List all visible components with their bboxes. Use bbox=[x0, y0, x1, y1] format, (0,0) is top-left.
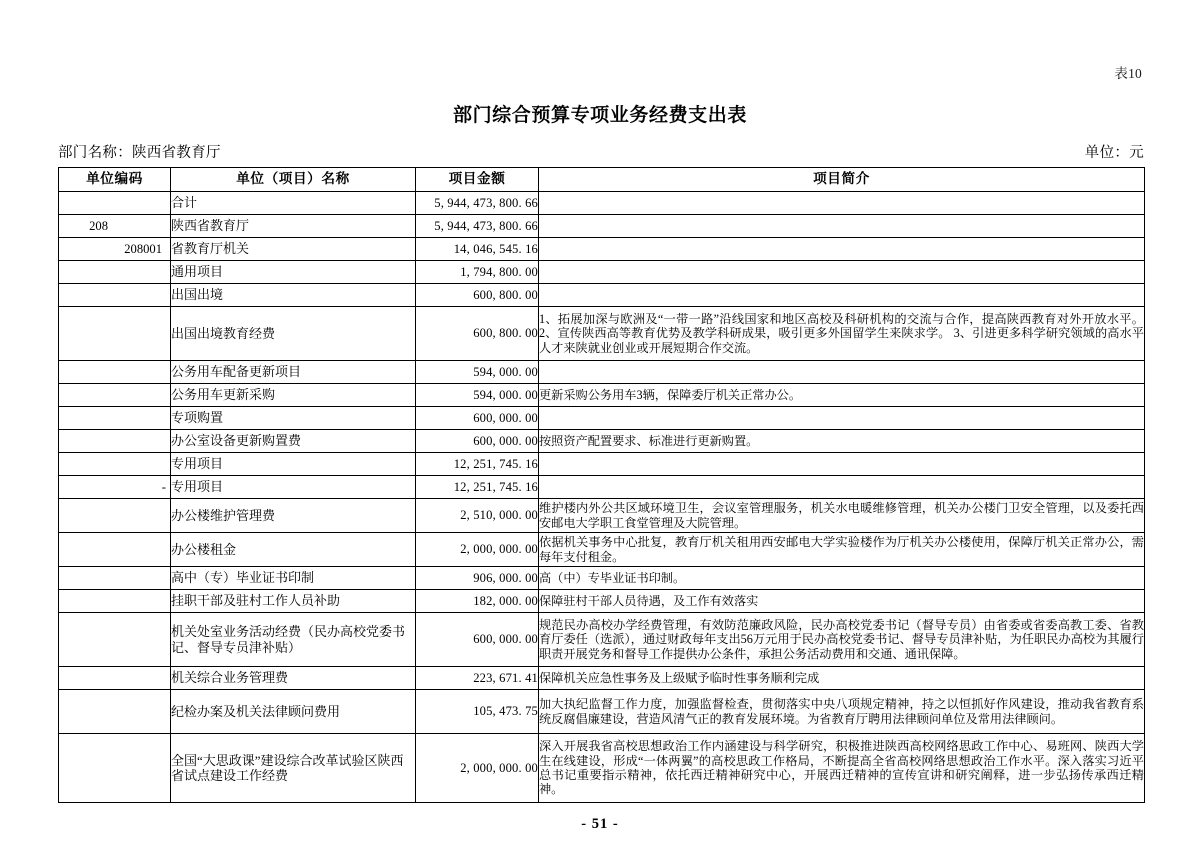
table-row bbox=[59, 453, 1145, 476]
cell-unit-project-name: 陕西省教育厅 bbox=[171, 215, 416, 238]
table-row bbox=[59, 567, 1145, 590]
table-row bbox=[59, 384, 1145, 407]
cell-unit-project-name: 公务用车更新采购 bbox=[171, 384, 416, 407]
table-row bbox=[59, 533, 1145, 567]
cell-project-description: 保障驻村干部人员待遇，及工作有效落实 bbox=[539, 590, 1145, 613]
table-row bbox=[59, 499, 1145, 533]
cell-project-amount: 906, 000. 00 bbox=[416, 567, 539, 590]
column-header-project-amount: 项目金额 bbox=[416, 168, 539, 192]
cell-unit-code: 208 bbox=[59, 215, 171, 238]
cell-unit-project-name: 高中（专）毕业证书印制 bbox=[171, 567, 416, 590]
cell-unit-code bbox=[59, 734, 171, 803]
cell-project-description bbox=[539, 453, 1145, 476]
cell-unit-code bbox=[59, 453, 171, 476]
cell-project-amount: 182, 000. 00 bbox=[416, 590, 539, 613]
cell-project-description: 规范民办高校办学经费管理，有效防范廉政风险，民办高校党委书记（督导专员）由省委或省委高教工委、省教育厅委任（选派），通过财政每年支出56万元用于民办高校党委书记、督导专员津补贴，为任职民办高校为其履行职责开展党务和督导工作提供办公条件，承担公务活动费用和交通、通讯保障。 bbox=[539, 613, 1145, 667]
cell-unit-code bbox=[59, 690, 171, 734]
cell-project-amount: 600, 000. 00 bbox=[416, 407, 539, 430]
cell-unit-code: - bbox=[59, 476, 171, 499]
cell-unit-project-name: 出国出境 bbox=[171, 284, 416, 307]
cell-project-description: 依据机关事务中心批复，教育厅机关租用西安邮电大学实验楼作为厅机关办公楼使用，保障厅机关正常办公，需每年支付租金。 bbox=[539, 533, 1145, 567]
table-row bbox=[59, 430, 1145, 453]
column-header-unit-project-name: 单位（项目）名称 bbox=[171, 168, 416, 192]
cell-project-description: 1、拓展加深与欧洲及“一带一路”沿线国家和地区高校及科研机构的交流与合作，提高陕西教育对外开放水平。 2、宣传陕西高等教育优势及教学科研成果，吸引更多外国留学生来陕求学。 3、引进更多科学研究领域的高水平人才来陕就业创业或开展短期合作交流。 bbox=[539, 307, 1145, 361]
table-row bbox=[59, 476, 1145, 499]
column-header-unit-code: 单位编码 bbox=[59, 168, 171, 192]
cell-project-description bbox=[539, 476, 1145, 499]
currency-unit-label: 单位：元 bbox=[1084, 145, 1144, 161]
table-row bbox=[59, 667, 1145, 690]
table-row bbox=[59, 238, 1145, 261]
cell-unit-project-name: 合计 bbox=[171, 192, 416, 215]
cell-project-description: 维护楼内外公共区域环境卫生，会议室管理服务，机关水电暖维修管理，机关办公楼门卫安全管理，以及委托西安邮电大学职工食堂管理及大院管理。 bbox=[539, 499, 1145, 533]
cell-unit-code bbox=[59, 613, 171, 667]
table-body bbox=[59, 192, 1145, 803]
cell-unit-code bbox=[59, 567, 171, 590]
cell-unit-project-name: 专用项目 bbox=[171, 476, 416, 499]
table-row bbox=[59, 284, 1145, 307]
cell-unit-code bbox=[59, 284, 171, 307]
table-row bbox=[59, 192, 1145, 215]
cell-unit-code bbox=[59, 384, 171, 407]
cell-project-amount: 223, 671. 41 bbox=[416, 667, 539, 690]
cell-unit-code bbox=[59, 192, 171, 215]
cell-unit-code bbox=[59, 430, 171, 453]
cell-unit-project-name: 专用项目 bbox=[171, 453, 416, 476]
cell-project-description: 深入开展我省高校思想政治工作内涵建设与科学研究，积极推进陕西高校网络思政工作中心、易班网、陕西大学生在线建设，形成“一体两翼”的高校思政工作格局，不断提高全省高校网络思想政治工作水平。深入落实习近平总书记重要指示精神，依托西迁精神研究中心，开展西迁精神的宣传宣讲和研究阐释，进一步弘扬传承西迁精神。 bbox=[539, 734, 1145, 803]
department-name-label: 部门名称：陕西省教育厅 bbox=[58, 145, 221, 161]
cell-unit-code bbox=[59, 407, 171, 430]
column-header-project-description: 项目简介 bbox=[539, 168, 1145, 192]
cell-unit-code: 208001 bbox=[59, 238, 171, 261]
cell-project-description: 按照资产配置要求、标准进行更新购置。 bbox=[539, 430, 1145, 453]
cell-unit-project-name: 通用项目 bbox=[171, 261, 416, 284]
page-title: 部门综合预算专项业务经费支出表 bbox=[452, 105, 747, 126]
cell-project-description bbox=[539, 192, 1145, 215]
cell-unit-project-name: 机关综合业务管理费 bbox=[171, 667, 416, 690]
cell-project-amount: 2, 510, 000. 00 bbox=[416, 499, 539, 533]
cell-project-description bbox=[539, 284, 1145, 307]
budget-expenditure-table bbox=[58, 167, 1145, 803]
cell-project-amount: 2, 000, 000. 00 bbox=[416, 533, 539, 567]
cell-project-amount: 5, 944, 473, 800. 66 bbox=[416, 215, 539, 238]
table-row bbox=[59, 690, 1145, 734]
cell-unit-code bbox=[59, 307, 171, 361]
cell-project-amount: 12, 251, 745. 16 bbox=[416, 476, 539, 499]
cell-project-description bbox=[539, 261, 1145, 284]
cell-project-amount: 105, 473. 75 bbox=[416, 690, 539, 734]
cell-project-amount: 14, 046, 545. 16 bbox=[416, 238, 539, 261]
cell-project-description bbox=[539, 407, 1145, 430]
table-row bbox=[59, 590, 1145, 613]
cell-unit-code bbox=[59, 667, 171, 690]
cell-unit-project-name: 办公楼租金 bbox=[171, 533, 416, 567]
cell-unit-code bbox=[59, 361, 171, 384]
cell-unit-project-name: 纪检办案及机关法律顾问费用 bbox=[171, 690, 416, 734]
cell-unit-project-name: 公务用车配备更新项目 bbox=[171, 361, 416, 384]
table-row bbox=[59, 261, 1145, 284]
table-row bbox=[59, 734, 1145, 803]
cell-unit-project-name: 出国出境教育经费 bbox=[171, 307, 416, 361]
table-row bbox=[59, 307, 1145, 361]
table-meta-row bbox=[58, 141, 1144, 162]
cell-unit-project-name: 省教育厅机关 bbox=[171, 238, 416, 261]
cell-unit-project-name: 挂职干部及驻村工作人员补助 bbox=[171, 590, 416, 613]
cell-unit-project-name: 机关处室业务活动经费（民办高校党委书记、督导专员津补贴） bbox=[171, 613, 416, 667]
cell-project-amount: 594, 000. 00 bbox=[416, 361, 539, 384]
cell-project-description: 保障机关应急性事务及上级赋予临时性事务顺利完成 bbox=[539, 667, 1145, 690]
cell-project-description: 高（中）专毕业证书印制。 bbox=[539, 567, 1145, 590]
table-header-row bbox=[59, 168, 1145, 192]
cell-unit-code bbox=[59, 261, 171, 284]
cell-project-amount: 600, 000. 00 bbox=[416, 430, 539, 453]
cell-unit-project-name: 办公室设备更新购置费 bbox=[171, 430, 416, 453]
cell-unit-code bbox=[59, 590, 171, 613]
table-header bbox=[59, 168, 1145, 192]
cell-project-amount: 12, 251, 745. 16 bbox=[416, 453, 539, 476]
cell-unit-code bbox=[59, 499, 171, 533]
cell-project-amount: 600, 800. 00 bbox=[416, 307, 539, 361]
cell-unit-code bbox=[59, 533, 171, 567]
cell-project-description: 加大执纪监督工作力度，加强监督检查，贯彻落实中央八项规定精神，持之以恒抓好作风建设，推动我省教育系统反腐倡廉建设，营造风清气正的教育发展环境。为省教育厅聘用法律顾问单位及常用法律顾问。 bbox=[539, 690, 1145, 734]
cell-project-description bbox=[539, 238, 1145, 261]
sheet-label: 表10 bbox=[1114, 66, 1142, 81]
cell-project-amount: 5, 944, 473, 800. 66 bbox=[416, 192, 539, 215]
table-row bbox=[59, 613, 1145, 667]
cell-project-amount: 594, 000. 00 bbox=[416, 384, 539, 407]
table-row bbox=[59, 407, 1145, 430]
table-row bbox=[59, 215, 1145, 238]
cell-project-description bbox=[539, 215, 1145, 238]
cell-unit-project-name: 全国“大思政课”建设综合改革试验区陕西省试点建设工作经费 bbox=[171, 734, 416, 803]
table-row bbox=[59, 361, 1145, 384]
cell-project-description: 更新采购公务用车3辆，保障委厅机关正常办公。 bbox=[539, 384, 1145, 407]
page-number: - 51 - bbox=[581, 816, 619, 832]
cell-unit-project-name: 专项购置 bbox=[171, 407, 416, 430]
cell-project-amount: 600, 000. 00 bbox=[416, 613, 539, 667]
cell-project-amount: 1, 794, 800. 00 bbox=[416, 261, 539, 284]
cell-project-amount: 2, 000, 000. 00 bbox=[416, 734, 539, 803]
cell-unit-project-name: 办公楼维护管理费 bbox=[171, 499, 416, 533]
cell-project-description bbox=[539, 361, 1145, 384]
cell-project-amount: 600, 800. 00 bbox=[416, 284, 539, 307]
